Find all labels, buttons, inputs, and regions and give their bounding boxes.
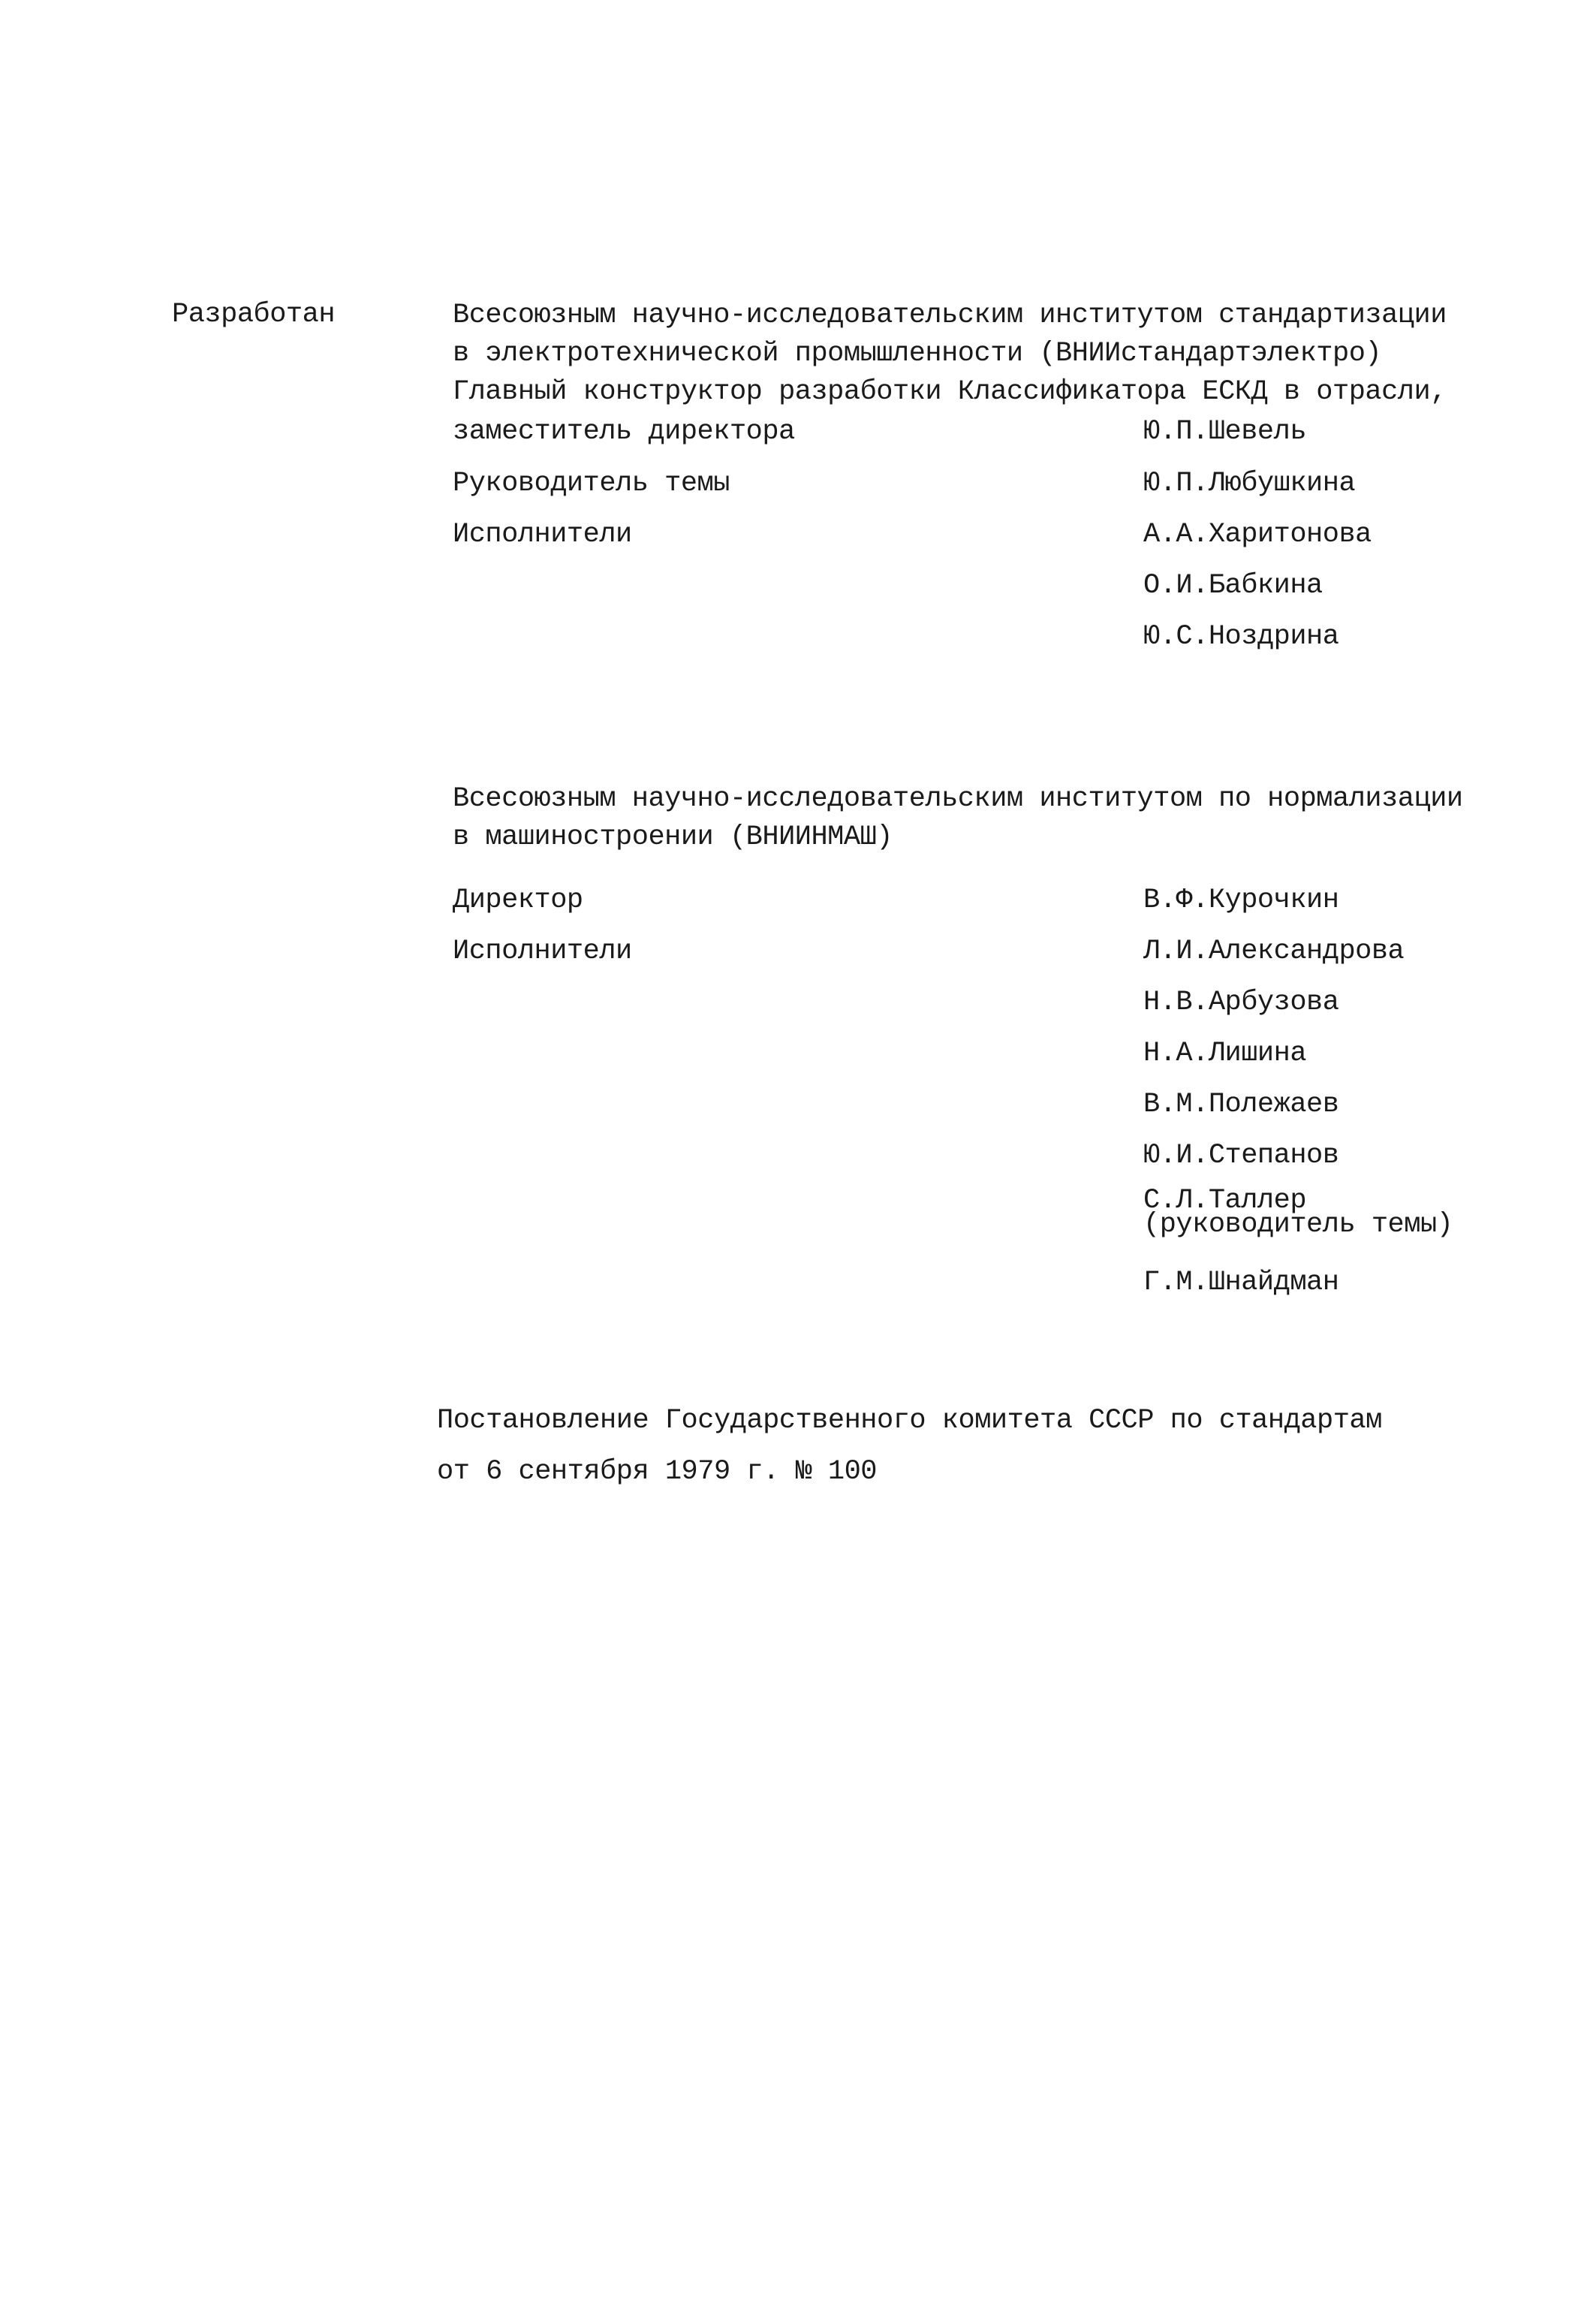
org1-name-lyubushkina: Ю.П.Любушкина bbox=[1143, 468, 1356, 499]
org1-line-1: Всесоюзным научно-исследовательским институтом стандартизации bbox=[453, 300, 1447, 331]
developed-by-label: Разработан bbox=[172, 299, 336, 330]
org2-name-stepanov: Ю.И.Степанов bbox=[1143, 1140, 1339, 1171]
org1-role-deputy-director: заместитель директора bbox=[453, 416, 795, 448]
org2-name-kurochkin: В.Ф.Курочкин bbox=[1143, 885, 1339, 916]
org1-line-3: Главный конструктор разработки Классификатора ЕСКД в отрасли, bbox=[453, 376, 1447, 408]
org2-name-arbuzova: Н.В.Арбузова bbox=[1143, 987, 1339, 1018]
org1-line-2: в электротехнической промышленности (ВНИИстандартэлектро) bbox=[453, 338, 1382, 369]
org2-name-aleksandrova: Л.И.Александрова bbox=[1143, 936, 1405, 967]
decree-line-2: от 6 сентября 1979 г. № 100 bbox=[437, 1456, 877, 1488]
org2-taller-note: (руководитель темы) bbox=[1143, 1209, 1453, 1240]
org1-name-nozdrina: Ю.С.Ноздрина bbox=[1143, 621, 1339, 653]
org2-role-performers: Исполнители bbox=[453, 936, 632, 967]
org2-name-polezhaev: В.М.Полежаев bbox=[1143, 1089, 1339, 1120]
org2-name-lishina: Н.А.Лишина bbox=[1143, 1038, 1307, 1069]
org2-name-taller: С.Л.Таллер bbox=[1143, 1185, 1307, 1216]
org1-name-kharitonova: А.А.Харитонова bbox=[1143, 519, 1372, 550]
org1-name-babkina: О.И.Бабкина bbox=[1143, 570, 1323, 601]
org2-role-director: Директор bbox=[453, 885, 583, 916]
org1-role-performers: Исполнители bbox=[453, 519, 632, 550]
org1-role-topic-lead: Руководитель темы bbox=[453, 468, 730, 499]
org2-line-1: Всесоюзным научно-исследовательским институтом по нормализации bbox=[453, 783, 1463, 815]
org1-name-shevel: Ю.П.Шевель bbox=[1143, 416, 1307, 448]
org2-line-2: в машиностроении (ВНИИНМАШ) bbox=[453, 821, 893, 853]
decree-line-1: Постановление Государственного комитета СССР по стандартам bbox=[437, 1405, 1382, 1436]
org2-name-shnaidman: Г.М.Шнайдман bbox=[1143, 1267, 1339, 1298]
